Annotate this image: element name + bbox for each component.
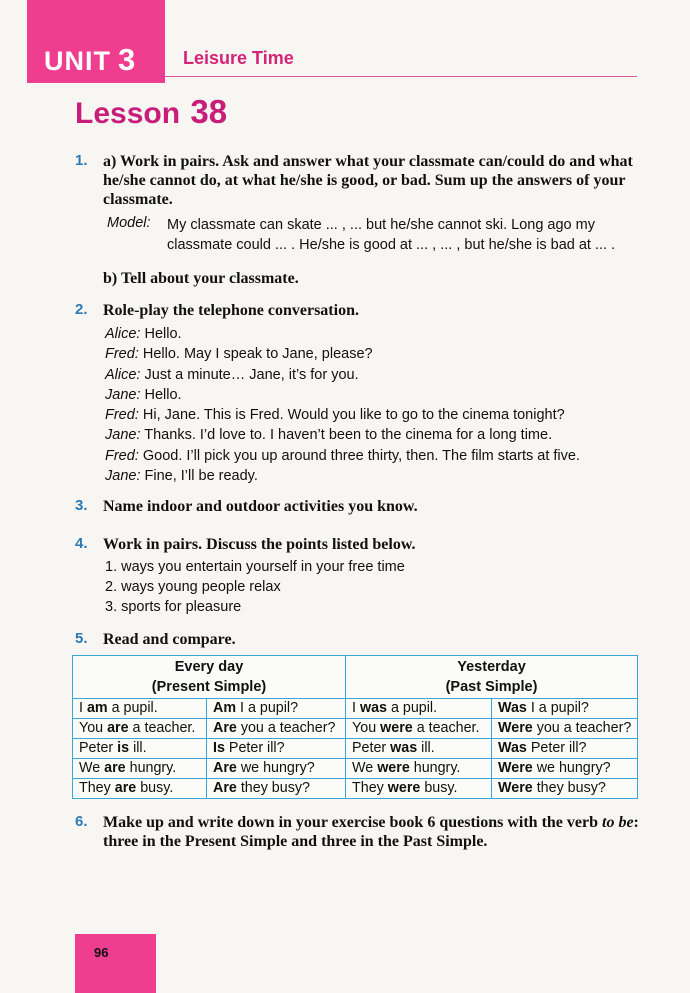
- cell-text: you a teacher?: [532, 720, 632, 736]
- verb-form: are: [107, 720, 129, 736]
- verb-form: Are: [213, 720, 237, 736]
- dialogue-line: [105, 344, 580, 364]
- cell-text: We: [352, 760, 378, 776]
- verb-form: Was: [498, 740, 527, 756]
- speaker-name: Alice:: [105, 326, 141, 342]
- dialogue-text: Hi, Jane. This is Fred. Would you like to go to the cinema tonight?: [142, 407, 565, 424]
- task-3-number: 3.: [75, 497, 88, 514]
- task-1b-instruction: b) Tell about your classmate.: [103, 270, 299, 287]
- cell-text: they busy?: [236, 780, 310, 796]
- table-cell: [346, 779, 492, 799]
- dialogue-text: Hello.: [144, 326, 182, 342]
- dialogue-line: [105, 324, 580, 344]
- table-row: [73, 719, 638, 739]
- verb-form: am: [86, 700, 108, 716]
- dialogue-line: [105, 446, 580, 466]
- cell-text: I a pupil?: [236, 700, 299, 716]
- task-5-instruction: Read and compare.: [103, 631, 236, 648]
- cell-text: You: [352, 720, 381, 736]
- verb-form: are: [104, 760, 126, 776]
- table-cell: [492, 759, 638, 779]
- cell-text: They: [352, 780, 388, 796]
- cell-text: ill.: [417, 740, 435, 756]
- task-6-number: 6.: [75, 813, 88, 830]
- table-cell: [207, 779, 346, 799]
- page-number-box: [75, 934, 156, 993]
- unit-word: UNIT: [44, 46, 111, 76]
- cell-text: you a teacher?: [236, 720, 336, 736]
- table-cell: [492, 719, 638, 739]
- lesson-word: Lesson: [75, 97, 181, 130]
- cell-text: They: [79, 780, 115, 796]
- cell-text: Peter ill?: [224, 740, 285, 756]
- header-yesterday: Yesterday: [457, 659, 526, 675]
- verb-form: is: [117, 740, 130, 756]
- table-cell: [207, 719, 346, 739]
- speaker-name: Fred:: [105, 407, 139, 424]
- dialogue-line: [105, 385, 580, 405]
- table-cell: [346, 739, 492, 759]
- header-past-simple: (Past Simple): [445, 679, 538, 695]
- table-cell: [73, 699, 207, 719]
- dialogue-line: [105, 365, 580, 385]
- task-4-number: 4.: [75, 535, 88, 552]
- header-divider: [165, 76, 637, 77]
- verb-form: were: [380, 720, 413, 736]
- table-cell: [346, 719, 492, 739]
- task-4-instruction: Work in pairs. Discuss the points listed below.: [103, 536, 416, 553]
- page-title: [75, 93, 227, 131]
- dialogue-line: [105, 466, 580, 486]
- cell-text: Peter ill?: [526, 740, 587, 756]
- verb-form: Were: [498, 780, 533, 796]
- table-row: [73, 779, 638, 799]
- list-item: 3. sports for pleasure: [105, 598, 242, 615]
- table-row: [73, 739, 638, 759]
- task-6-text-start: Make up and write down in your exercise book 6 questions with the verb: [103, 814, 602, 831]
- verb-form: Was: [498, 700, 527, 716]
- dialogue-line: [105, 425, 580, 445]
- model-text: My classmate can skate ... , ... but he/she cannot ski. Long ago my classmate could ... . He/she is good at ... , ... , but he/she is bad at ... .: [167, 217, 616, 253]
- cell-text: I: [79, 700, 87, 716]
- table-cell: [492, 699, 638, 719]
- dialogue-text: Thanks. I’d love to. I haven’t been to the cinema for a long time.: [144, 427, 553, 444]
- task-6-text-end: : three in the Present Simple and three in the Past Simple.: [103, 814, 639, 850]
- table-cell: [492, 779, 638, 799]
- unit-badge: [27, 0, 165, 83]
- dialogue-text: Just a minute… Jane, it’s for you.: [144, 366, 359, 383]
- cell-text: a pupil.: [387, 700, 438, 716]
- task-2-instruction: Role-play the telephone conversation.: [103, 302, 359, 319]
- list-item: 1. ways you entertain yourself in your free time: [105, 559, 405, 575]
- table-row: [73, 699, 638, 719]
- cell-text: a pupil.: [107, 700, 158, 716]
- page-number: 96: [94, 945, 109, 960]
- dialogue-text: Hello. May I speak to Jane, please?: [142, 346, 373, 363]
- dialogue-text: Good. I’ll pick you up around three thirty, then. The film starts at five.: [142, 447, 580, 464]
- verb-form: Are: [213, 780, 237, 796]
- table-cell: [73, 759, 207, 779]
- task-6-instruction: [103, 813, 641, 851]
- dialogue: [105, 324, 580, 486]
- cell-text: I: [352, 700, 360, 716]
- cell-text: ill.: [129, 740, 147, 756]
- task-2-number: 2.: [75, 301, 88, 318]
- speaker-name: Jane:: [105, 468, 141, 485]
- cell-text: Peter: [352, 740, 391, 756]
- cell-text: a teacher.: [128, 720, 196, 736]
- table-cell: [207, 739, 346, 759]
- verb-form: Is: [213, 740, 225, 756]
- dialogue-text: Hello.: [144, 386, 182, 403]
- verb-form: were: [387, 780, 421, 796]
- cell-text: we hungry?: [236, 760, 315, 776]
- task-3-instruction: Name indoor and outdoor activities you know.: [103, 498, 418, 515]
- cell-text: hungry.: [125, 760, 177, 776]
- cell-text: Peter: [79, 740, 118, 756]
- present-simple-header: [73, 656, 346, 699]
- verb-form: are: [114, 780, 137, 796]
- task-5-number: 5.: [75, 630, 88, 647]
- table-cell: [73, 779, 207, 799]
- dialogue-line: [105, 405, 580, 425]
- header-present-simple: (Present Simple): [151, 679, 267, 695]
- table-cell: [492, 739, 638, 759]
- table-cell: [73, 739, 207, 759]
- table-cell: [207, 699, 346, 719]
- cell-text: busy.: [136, 780, 174, 796]
- cell-text: hungry.: [409, 760, 461, 776]
- cell-text: I a pupil?: [526, 700, 589, 716]
- speaker-name: Jane:: [105, 427, 141, 444]
- verb-form: were: [377, 760, 410, 776]
- list-item: 2. ways young people relax: [105, 578, 281, 595]
- header-every-day: Every day: [174, 659, 244, 675]
- verb-form: Were: [498, 720, 533, 736]
- table-cell: [346, 759, 492, 779]
- table-row: [73, 759, 638, 779]
- discussion-list: [105, 558, 405, 617]
- speaker-name: Fred:: [105, 447, 139, 464]
- verb-form: was: [390, 740, 418, 756]
- cell-text: a teacher.: [412, 720, 480, 736]
- cell-text: busy.: [420, 780, 458, 796]
- verb-form: Am: [213, 700, 237, 716]
- cell-text: We: [79, 760, 105, 776]
- verb-form: Are: [213, 760, 237, 776]
- unit-title: Leisure Time: [183, 48, 294, 68]
- task-1-number: 1.: [75, 152, 88, 169]
- speaker-name: Alice:: [105, 366, 141, 383]
- speaker-name: Fred:: [105, 346, 139, 363]
- table-cell: [346, 699, 492, 719]
- past-simple-header: [346, 656, 638, 699]
- cell-text: we hungry?: [532, 760, 611, 776]
- comparison-table: [72, 655, 638, 799]
- model-label: Model:: [107, 215, 151, 231]
- verb-form: was: [359, 700, 387, 716]
- cell-text: they busy?: [532, 780, 606, 796]
- lesson-number: 38: [190, 93, 228, 130]
- table-cell: [73, 719, 207, 739]
- task-1a-instruction: a) Work in pairs. Ask and answer what your classmate can/could do and what he/she cannot do, at what he/she is good, or bad. Sum up the answers of your classmate.: [103, 153, 633, 208]
- verb-form: Were: [498, 760, 533, 776]
- unit-number: 3: [118, 42, 137, 77]
- table-cell: [207, 759, 346, 779]
- task-6-verb: to be: [602, 814, 634, 831]
- speaker-name: Jane:: [105, 386, 141, 403]
- cell-text: You: [79, 720, 108, 736]
- dialogue-text: Fine, I’ll be ready.: [144, 468, 258, 485]
